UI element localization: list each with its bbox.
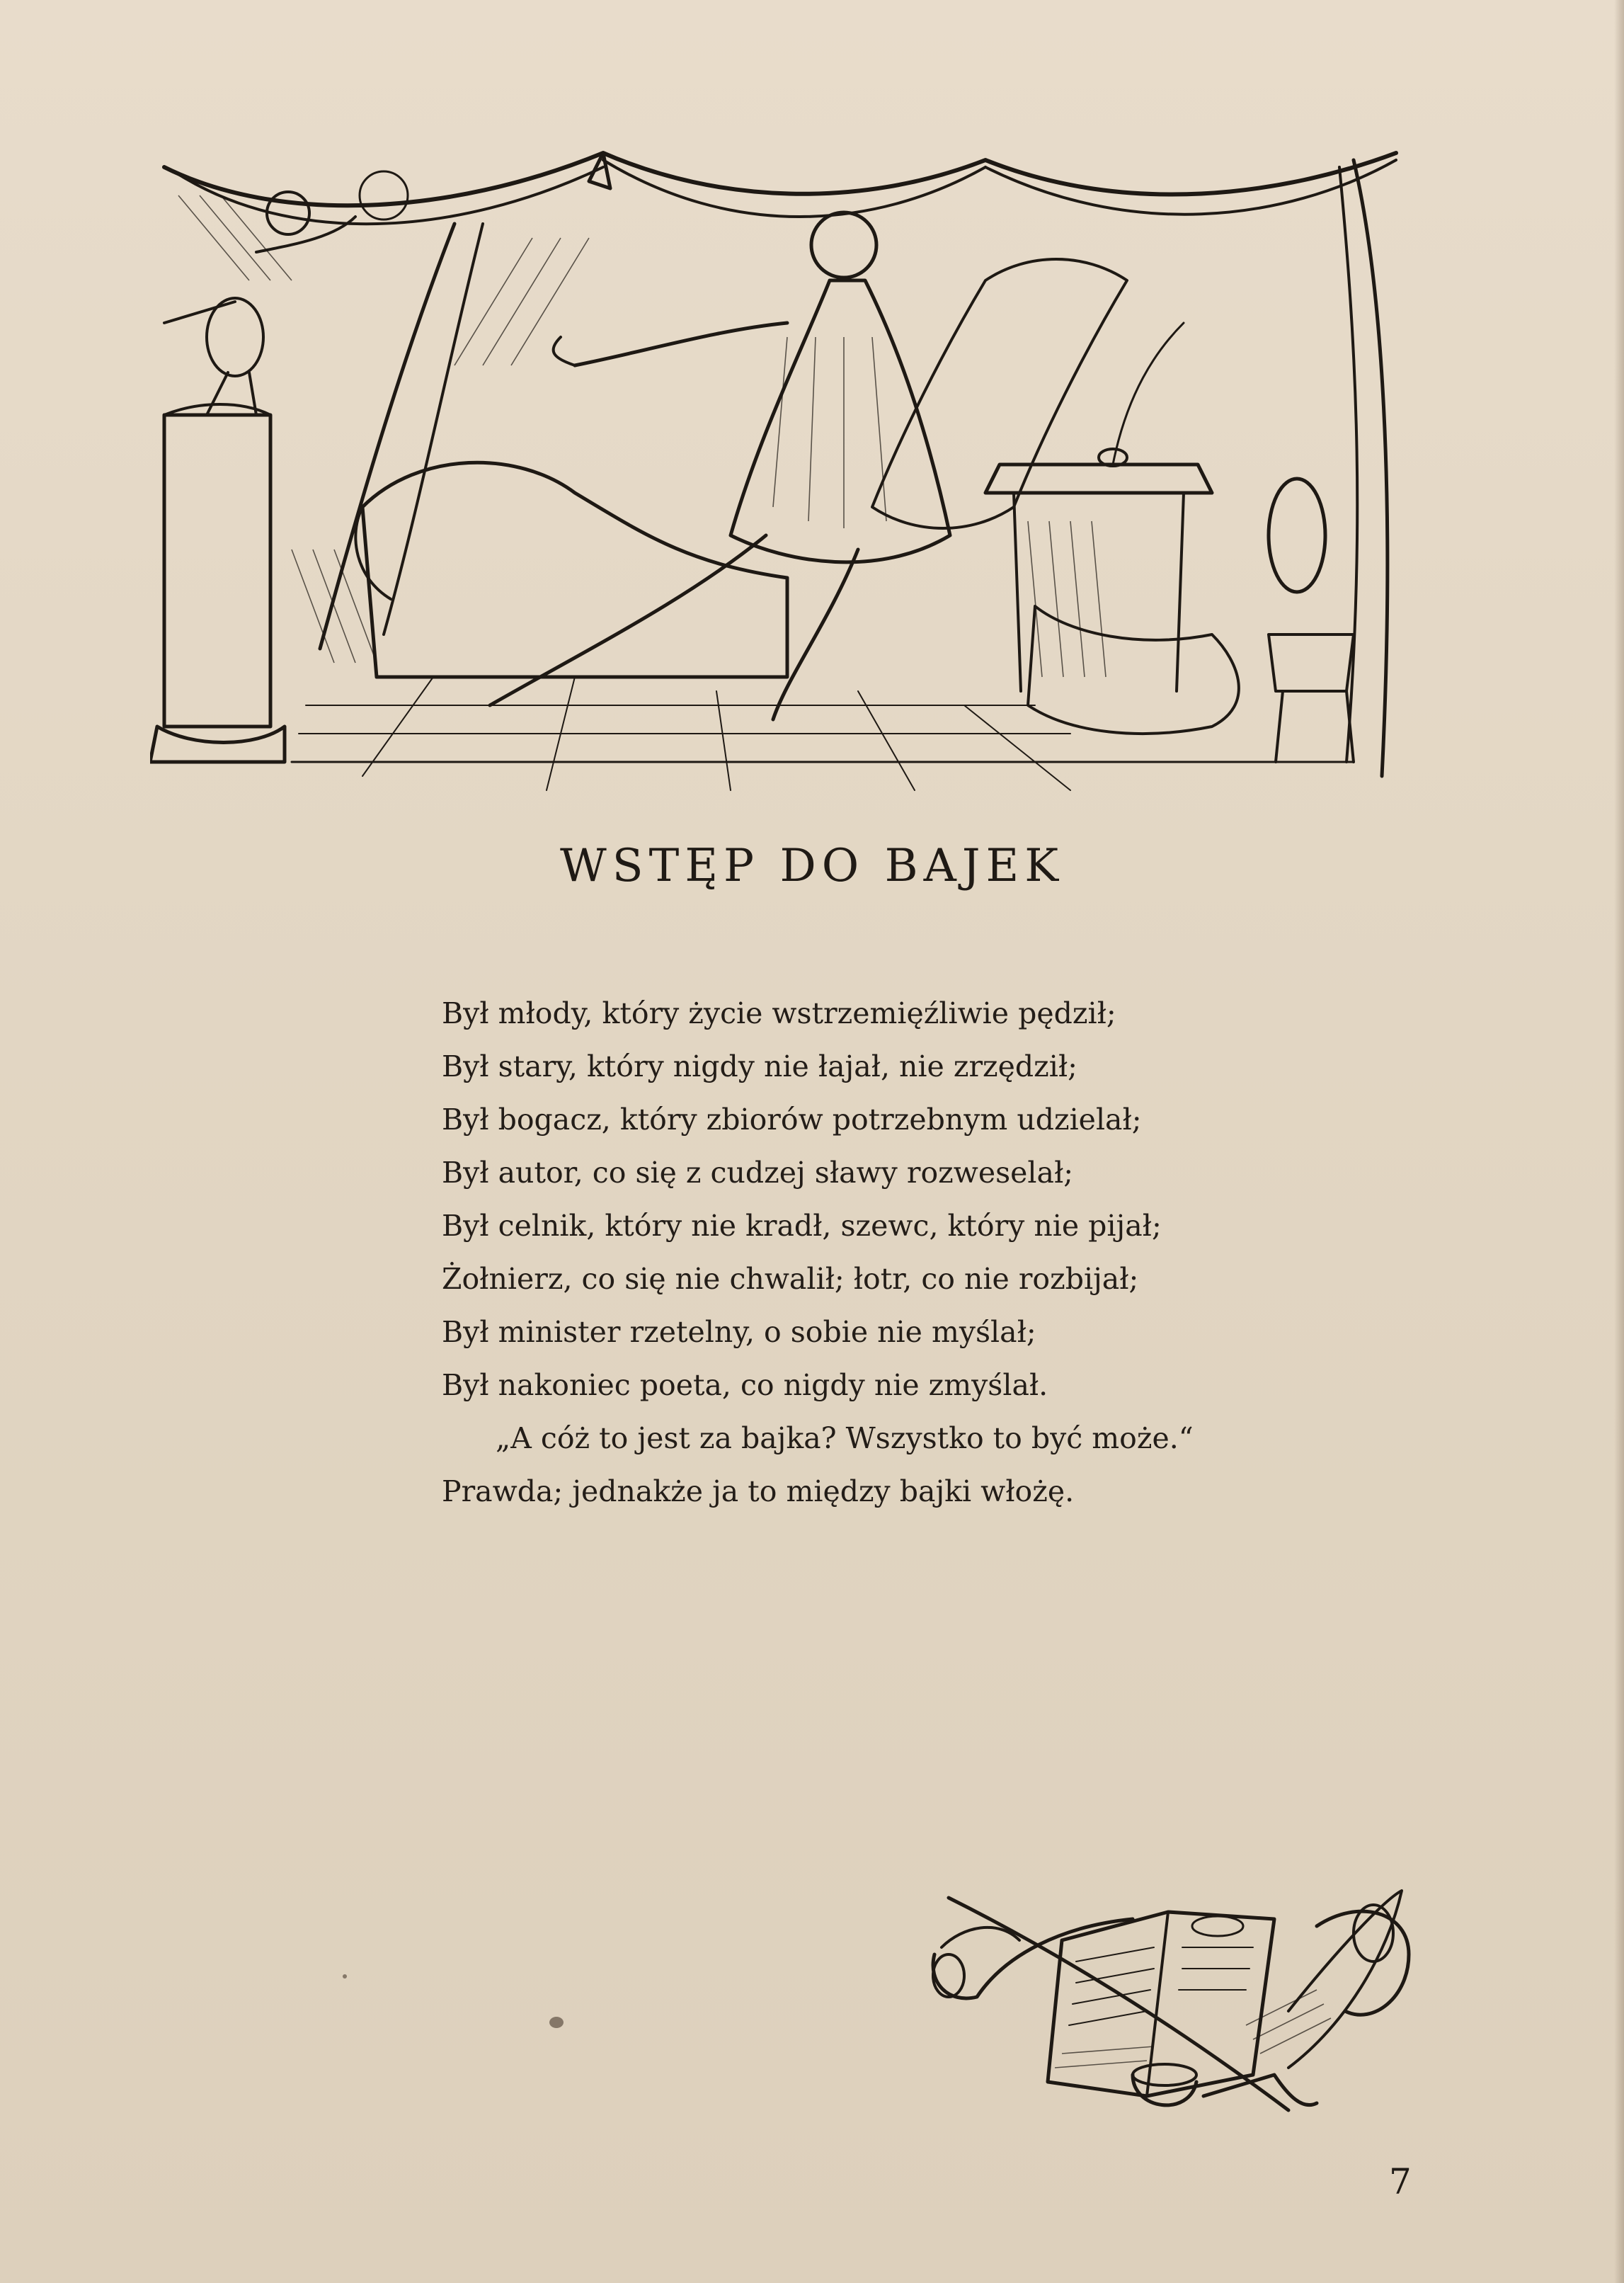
- poem-line: Żołnierz, co się nie chwalił; łotr, co nie rozbijał;: [442, 1262, 1139, 1296]
- poem-body: [442, 987, 1291, 1518]
- poem-line: Był celnik, który nie kradł, szewc, który nie pijał;: [442, 1209, 1162, 1243]
- poem-line: Był bogacz, który zbiorów potrzebnym udzielał;: [442, 1103, 1142, 1137]
- poem-line: Był stary, który nigdy nie łajał, nie zrzędził;: [442, 1049, 1077, 1083]
- poem-line: Prawda; jednakże ja to między bajki włożę.: [442, 1474, 1075, 1508]
- poem-line: Był nakoniec poeta, co nigdy nie zmyślał.: [442, 1368, 1048, 1402]
- ink-stain: [343, 1974, 347, 1979]
- closing-vignette: [920, 1841, 1416, 2124]
- page-number: 7: [1389, 2161, 1412, 2202]
- poem-line: Był minister rzetelny, o sobie nie myślał;: [442, 1315, 1036, 1349]
- poem-title: WSTĘP DO BAJEK: [560, 840, 1064, 892]
- ink-stain: [549, 2017, 564, 2028]
- poem-line: „A cóż to jest za bajka? Wszystko to być może.“: [496, 1421, 1194, 1455]
- header-engraving: [150, 139, 1410, 797]
- poem-line: Był młody, który życie wstrzemięźliwie pędził;: [442, 996, 1116, 1030]
- page-edge-shadow: [1614, 0, 1624, 2283]
- poem-line: Był autor, co się z cudzej sławy rozweselał;: [442, 1156, 1074, 1190]
